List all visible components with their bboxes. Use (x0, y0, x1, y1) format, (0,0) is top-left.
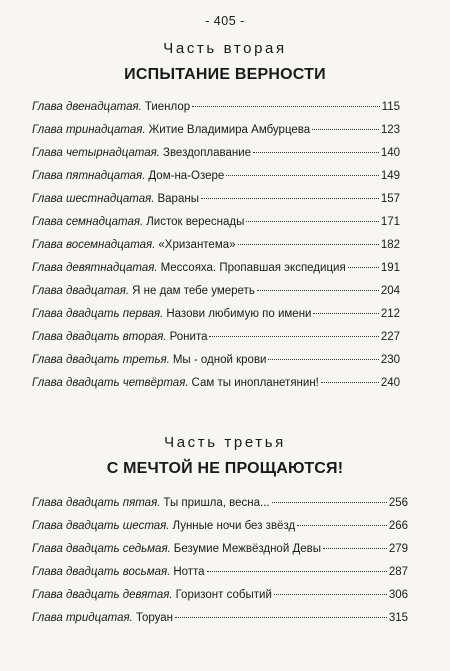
page-reference: 279 (388, 543, 408, 555)
page-reference: 171 (380, 216, 400, 228)
dot-leader (313, 313, 378, 314)
toc-entry (32, 193, 400, 216)
chapter-title: Горизонт событий (175, 589, 272, 601)
chapter-title: Звездоплавание (163, 147, 252, 159)
toc-entry (32, 566, 408, 589)
page-reference: 315 (388, 612, 408, 624)
dot-leader (348, 267, 379, 268)
chapter-title: «Хризантема» (158, 239, 236, 251)
page-reference: 256 (388, 497, 408, 509)
dot-leader (238, 244, 379, 245)
toc-entry (32, 520, 408, 543)
page-reference: 212 (380, 308, 400, 320)
chapter-number: Глава двадцать седьмая. (32, 543, 171, 555)
dot-leader (209, 336, 378, 337)
chapter-number: Глава двадцать четвёртая. (32, 377, 189, 389)
toc-entry (32, 331, 400, 354)
chapter-title: Дом-на-Озере (148, 170, 225, 182)
toc-entry (32, 497, 408, 520)
page-reference: 204 (380, 285, 400, 297)
chapter-number: Глава четырнадцатая. (32, 147, 160, 159)
toc-entry (32, 377, 400, 400)
dot-leader (246, 221, 378, 222)
toc-entry (32, 239, 400, 262)
chapter-title: Ты пришла, весна... (163, 497, 270, 509)
table-of-contents (32, 101, 400, 400)
chapter-title: Ронита (169, 331, 208, 343)
toc-entry (32, 589, 408, 612)
toc-entry (32, 285, 400, 308)
dot-leader (175, 617, 387, 618)
chapter-title: Мы - одной крови (172, 354, 267, 366)
chapter-title: Торуан (135, 612, 174, 624)
chapter-title: Мессояха. Пропавшая экспедиция (160, 262, 346, 274)
chapter-number: Глава семнадцатая. (32, 216, 144, 228)
dot-leader (274, 594, 387, 595)
dot-leader (272, 502, 387, 503)
chapter-title: Назови любимую по имени (166, 308, 312, 320)
page-reference: 191 (380, 262, 400, 274)
chapter-title: Листок вереснады (146, 216, 245, 228)
part-title: С МЕЧТОЙ НЕ ПРОЩАЮТСЯ! (106, 460, 344, 477)
chapter-number: Глава двадцатая. (32, 285, 130, 297)
page-reference: 306 (388, 589, 408, 601)
chapter-title: Безумие Межвёздной Девы (173, 543, 322, 555)
page-reference: 123 (380, 124, 400, 136)
chapter-number: Глава пятнадцатая. (32, 170, 146, 182)
dot-leader (312, 129, 379, 130)
chapter-number: Глава двадцать третья. (32, 354, 170, 366)
chapter-number: Глава двадцать девятая. (32, 589, 173, 601)
page-reference: 140 (380, 147, 400, 159)
chapter-number: Глава двадцать вторая. (32, 331, 167, 343)
dot-leader (253, 152, 379, 153)
toc-entry (32, 612, 408, 635)
dot-leader (268, 359, 378, 360)
chapter-title: Сам ты инопланетянин! (191, 377, 319, 389)
page-reference: 287 (388, 566, 408, 578)
chapter-number: Глава восемнадцатая. (32, 239, 156, 251)
chapter-title: Я не дам тебе умереть (132, 285, 255, 297)
page-reference: 266 (388, 520, 408, 532)
page-reference: 157 (380, 193, 400, 205)
chapter-number: Глава двенадцатая. (32, 101, 142, 113)
chapter-number: Глава тринадцатая. (32, 124, 146, 136)
toc-entry (32, 354, 400, 377)
dot-leader (207, 571, 387, 572)
toc-entry (32, 543, 408, 566)
page-reference: 227 (380, 331, 400, 343)
page-number: - 405 - (205, 14, 245, 28)
chapter-number: Глава шестнадцатая. (32, 193, 155, 205)
part-heading: Часть вторая (163, 40, 287, 57)
chapter-title: Нотта (173, 566, 205, 578)
page-reference: 182 (380, 239, 400, 251)
dot-leader (201, 198, 379, 199)
toc-entry (32, 170, 400, 193)
part-title: ИСПЫТАНИЕ ВЕРНОСТИ (124, 66, 326, 83)
chapter-number: Глава двадцать шестая. (32, 520, 170, 532)
chapter-title: Лунные ночи без звёзд (172, 520, 296, 532)
chapter-number: Глава двадцать пятая. (32, 497, 161, 509)
toc-entry (32, 101, 400, 124)
chapter-title: Вараны (157, 193, 199, 205)
toc-entry (32, 262, 400, 285)
part-heading: Часть третья (164, 434, 286, 451)
page-reference: 230 (380, 354, 400, 366)
toc-entry (32, 124, 400, 147)
page-reference: 115 (381, 101, 400, 113)
toc-entry (32, 216, 400, 239)
dot-leader (192, 106, 379, 107)
chapter-number: Глава девятнадцатая. (32, 262, 158, 274)
chapter-title: Житие Владимира Амбурцева (148, 124, 311, 136)
chapter-number: Глава двадцать первая. (32, 308, 164, 320)
page-reference: 149 (380, 170, 400, 182)
chapter-title: Тиенлор (144, 101, 191, 113)
dot-leader (257, 290, 379, 291)
toc-entry (32, 147, 400, 170)
dot-leader (321, 382, 379, 383)
chapter-number: Глава тридцатая. (32, 612, 133, 624)
page-reference: 240 (380, 377, 400, 389)
table-of-contents (32, 497, 408, 635)
dot-leader (226, 175, 379, 176)
dot-leader (297, 525, 387, 526)
toc-entry (32, 308, 400, 331)
chapter-number: Глава двадцать восьмая. (32, 566, 171, 578)
dot-leader (323, 548, 387, 549)
